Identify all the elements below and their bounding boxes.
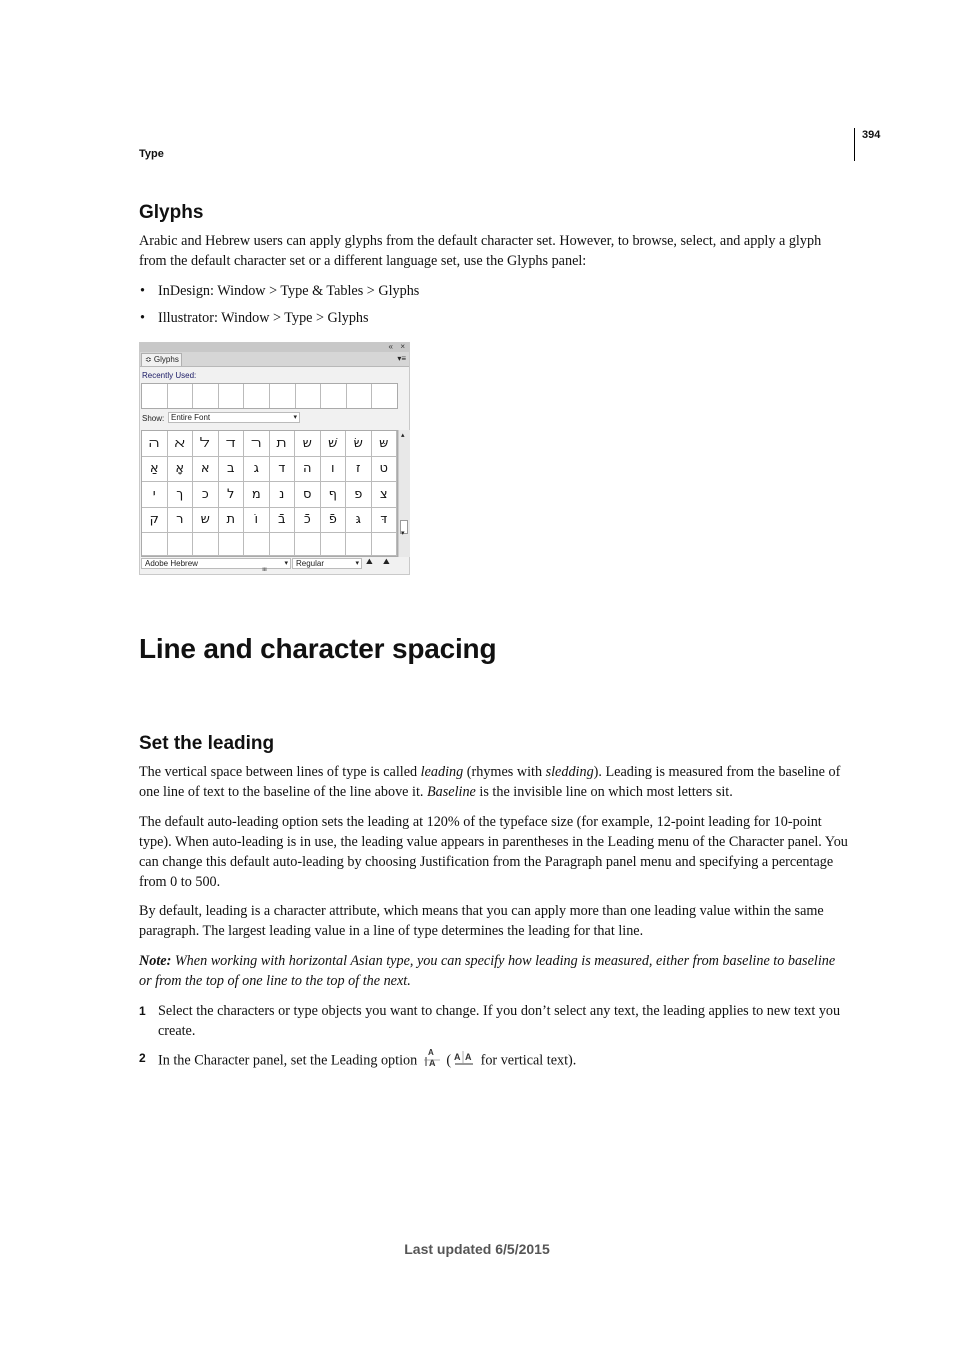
- vertical-leading-icon: [453, 1049, 475, 1073]
- glyph-cell[interactable]: שּ: [372, 431, 398, 457]
- leading-paragraph-1: The vertical space between lines of type is called leading (rhymes with sledding). Leading is measured from the baseline of one line of text to the baseline of the line above it. Baseline is the invisible line on which most letters sit.: [139, 764, 841, 800]
- glyph-cell[interactable]: [244, 533, 270, 556]
- glyph-cell[interactable]: [270, 533, 296, 556]
- font-family-value: Adobe Hebrew: [145, 559, 198, 568]
- close-icon[interactable]: ×: [400, 342, 405, 351]
- glyph-cell[interactable]: [295, 533, 321, 556]
- recent-glyph-slot[interactable]: [168, 384, 194, 408]
- glyph-cell[interactable]: ס: [295, 482, 321, 508]
- recent-glyph-slot[interactable]: [244, 384, 270, 408]
- leading-paragraph-3: By default, leading is a character attribute, which means that you can apply more than one leading value within the same paragraph. The largest leading value in a line of type determines the leading for that line.: [139, 903, 824, 939]
- panel-menu-icon[interactable]: ▾≡: [397, 354, 406, 363]
- recent-glyph-slot[interactable]: [347, 384, 373, 408]
- glyph-cell[interactable]: [142, 533, 168, 556]
- glyph-cell[interactable]: פֿ: [321, 508, 347, 534]
- glyph-cell[interactable]: בֿ: [270, 508, 296, 534]
- recent-glyph-slot[interactable]: [296, 384, 322, 408]
- recent-glyph-slot[interactable]: [193, 384, 219, 408]
- glyph-cell[interactable]: א: [193, 457, 219, 483]
- list-item: 2 In the Character panel, set the Leading option A A ( A A for vertical text).: [139, 1048, 851, 1074]
- leading-icon: [423, 1048, 441, 1074]
- show-label: Show:: [142, 414, 165, 423]
- glyphs-heading: Glyphs: [139, 202, 204, 223]
- glyph-cell[interactable]: ת: [219, 508, 245, 534]
- panel-bottom-bar: [140, 557, 409, 570]
- glyph-cell[interactable]: ﬣ: [142, 431, 168, 457]
- glyph-cell[interactable]: נ: [270, 482, 296, 508]
- glyph-cell[interactable]: אָ: [168, 457, 194, 483]
- glyph-cell[interactable]: וֹ: [244, 508, 270, 534]
- list-item: • Illustrator: Window > Type > Glyphs: [140, 310, 369, 326]
- glyph-cell[interactable]: ﬧ: [244, 431, 270, 457]
- leading-note: Note: When working with horizontal Asian type, you can specify how leading is measured, either from baseline to baseline or from the top of one line to the top of the next.: [139, 953, 836, 989]
- recent-glyph-slot[interactable]: [219, 384, 245, 408]
- tab-glyphs[interactable]: ≎ Glyphs: [141, 353, 182, 366]
- glyph-cell[interactable]: [219, 533, 245, 556]
- list-item: 1 Select the characters or type objects you want to change. If you don’t select any text, the leading applies to new text you create.: [139, 1003, 841, 1039]
- glyph-cell[interactable]: [168, 533, 194, 556]
- glyph-cell[interactable]: מ: [244, 482, 270, 508]
- glyph-cell[interactable]: [372, 533, 398, 556]
- glyph-cell[interactable]: ו: [321, 457, 347, 483]
- recent-glyph-slot[interactable]: [321, 384, 347, 408]
- glyph-cell[interactable]: ט: [372, 457, 398, 483]
- glyph-cell[interactable]: [321, 533, 347, 556]
- recent-glyph-slot[interactable]: [270, 384, 296, 408]
- glyph-cell[interactable]: ב: [219, 457, 245, 483]
- font-family-select[interactable]: [141, 558, 291, 569]
- glyph-cell[interactable]: ﬨ: [270, 431, 296, 457]
- leading-heading: Set the leading: [139, 733, 275, 754]
- glyph-cell[interactable]: ﬥ: [193, 431, 219, 457]
- glyph-cell[interactable]: פ: [346, 482, 372, 508]
- glyph-cell[interactable]: כֿ: [295, 508, 321, 534]
- glyph-cell[interactable]: דּ: [372, 508, 398, 534]
- list-item: • InDesign: Window > Type & Tables > Glyphs: [140, 283, 420, 299]
- svg-text:A: A: [454, 1052, 461, 1062]
- recent-glyph-slot[interactable]: [372, 384, 397, 408]
- leading-paragraph-2: The default auto-leading option sets the leading at 120% of the typeface size (for example, 12-point leading for 10-point type). When auto-leading is in use, the leading value appears in parentheses in the Leading menu of the Character panel. You can change this default auto-leading by choosing Justification from the Paragraph panel menu and specifying a percentage from 0 to 500.: [139, 814, 848, 890]
- glyph-cell[interactable]: ד: [270, 457, 296, 483]
- glyph-cell[interactable]: ש: [295, 431, 321, 457]
- glyph-cell[interactable]: שׁ: [321, 431, 347, 457]
- glyph-cell[interactable]: ך: [168, 482, 194, 508]
- glyph-cell[interactable]: כ: [193, 482, 219, 508]
- recently-used-label: Recently Used:: [142, 371, 197, 380]
- show-select[interactable]: [168, 412, 300, 423]
- chevron-down-icon: ▾: [293, 414, 297, 421]
- recent-glyph-slot[interactable]: [142, 384, 168, 408]
- scroll-down-icon[interactable]: ▾: [401, 530, 405, 537]
- zoom-in-icon[interactable]: ⛰: [383, 557, 390, 566]
- recently-used-row: [141, 383, 398, 409]
- section-label: Type: [139, 148, 164, 160]
- chevron-down-icon: ▾: [284, 560, 288, 567]
- page-number: 394: [862, 129, 881, 141]
- svg-text:A: A: [428, 1058, 436, 1068]
- footer-last-updated: Last updated 6/5/2015: [404, 1241, 550, 1257]
- glyph-scrollbar[interactable]: [398, 430, 410, 557]
- glyph-cell[interactable]: ק: [142, 508, 168, 534]
- font-style-value: Regular: [296, 559, 325, 568]
- glyph-cell[interactable]: ש: [193, 508, 219, 534]
- panel-tab-bar: [140, 352, 409, 367]
- show-select-value: Entire Font: [171, 413, 211, 422]
- glyph-cell[interactable]: ף: [321, 482, 347, 508]
- glyphs-intro: Arabic and Hebrew users can apply glyphs from the default character set. However, to browse, select, and apply a glyph from the default character set or a different language set, use the Glyphs panel:: [139, 233, 822, 269]
- glyph-cell[interactable]: ﬡ: [168, 431, 194, 457]
- glyph-cell[interactable]: ל: [219, 482, 245, 508]
- scroll-up-icon[interactable]: ▴: [401, 432, 405, 439]
- glyph-cell[interactable]: י: [142, 482, 168, 508]
- glyph-grid: [141, 430, 398, 557]
- glyph-cell[interactable]: גּ: [346, 508, 372, 534]
- glyph-cell[interactable]: ז: [346, 457, 372, 483]
- glyphs-panel: [139, 342, 410, 575]
- resize-grip-icon[interactable]: ıııııı: [262, 567, 267, 573]
- svg-text:A: A: [427, 1048, 434, 1057]
- header-rule: [854, 128, 855, 161]
- glyph-cell[interactable]: אַ: [142, 457, 168, 483]
- glyphs-bullet-list: [139, 281, 851, 335]
- glyph-cell[interactable]: צ: [372, 482, 398, 508]
- glyph-cell[interactable]: ר: [168, 508, 194, 534]
- spacing-heading: Line and character spacing: [139, 633, 497, 664]
- collapse-icon[interactable]: «: [388, 342, 393, 351]
- glyph-cell[interactable]: [346, 533, 372, 556]
- glyph-cell[interactable]: ﬢ: [219, 431, 245, 457]
- svg-text:A: A: [465, 1052, 472, 1062]
- zoom-out-icon[interactable]: ⛰: [366, 557, 373, 566]
- chevron-down-icon: ▾: [355, 560, 359, 567]
- glyph-cell[interactable]: שׂ: [346, 431, 372, 457]
- glyph-cell[interactable]: [193, 533, 219, 556]
- glyph-cell[interactable]: ג: [244, 457, 270, 483]
- glyph-cell[interactable]: ה: [295, 457, 321, 483]
- panel-title-bar: [140, 343, 409, 352]
- font-style-select[interactable]: [292, 558, 362, 569]
- leading-steps: [139, 1001, 851, 1081]
